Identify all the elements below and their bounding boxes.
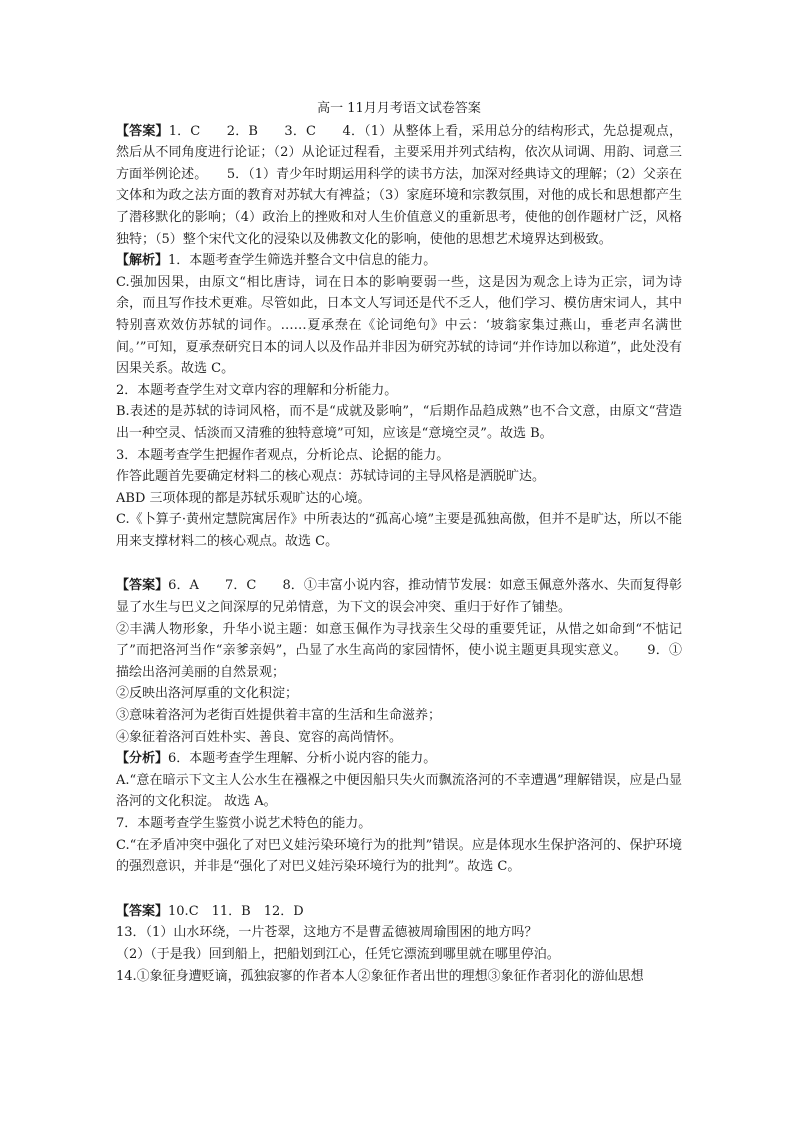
answer-line: ④象征着洛河百姓朴实、善良、宽容的高尚情怀。 (116, 729, 403, 745)
answer-text: 6．A 7．C 8．①丰富小说内容，推动情节发展：如意玉佩意外落水、失而复得彰显了水生与巴义之间深厚的兄弟情意，为下文的误会冲突、重归于好作了铺垫。 (116, 578, 682, 616)
answer-line: 14.①象征身遭贬谪，孤独寂寥的作者本人②象征作者出世的理想③象征作者羽化的游仙思想 (116, 968, 644, 984)
answer-text: 10.C 11．B 12．D (168, 903, 304, 919)
explanation-line: B.表述的是苏轼的诗词风格，而不是“成就及影响”，“后期作品趋成熟”也不合文意，由原文“营造出一种空灵、恬淡而又清雅的独特意境”可知，应该是“意境空灵”。故选 B。 (116, 404, 682, 441)
answer-line: ③意味着洛河为老街百姓提供着丰富的生活和生命滋养； (116, 708, 442, 724)
section-1 (116, 121, 682, 553)
section-3 (116, 901, 682, 987)
analysis-paragraph (116, 748, 682, 770)
answer-tag: 【答案】 (116, 903, 169, 919)
analysis-tag: 【解析】 (116, 253, 169, 269)
answer-document (116, 98, 682, 987)
explanation-line: C.《卜算子·黄州定慧院寓居作》中所表达的“孤高心境”主要是孤独高傲，但并不是旷达，所以不能用来支撑材料二的核心观点。故选 C。 (116, 512, 682, 549)
explanation-line: C.强加因果，由原文“相比唐诗，词在日本的影响要弱一些，这是因为观念上诗为正宗，词为诗余，而且写作技术更难。尽管如此，日本文人写词还是代不乏人，他们学习、模仿唐宋词人，其中特别喜欢效仿苏轼的词作。……夏承焘在《论词绝句》中云：‘坡翁家集过燕山，垂老声名满世间。’”可知，夏承焘研究日本的词人以及作品并非因为研究苏轼的诗词“并作诗加以称道”，此处没有因果关系。故选 C。 (116, 274, 682, 377)
answer-paragraph (116, 901, 682, 923)
answer-text: 1．C 2．B 3．C 4．（1）从整体上看，采用总分的结构形式，先总提观点，然后从不同角度进行论证；（2）从论证过程看，主要采用并列式结构，依次从词调、用韵、词意三方面举例论述。 5．（1）青少年时期运用科学的读书方法，加深对经典诗文的理解；（2）父亲在文体和为政之法方面的教育对苏轼大有裨益；（3）家庭环境和宗教氛围，对他的成长和思想都产生了潜移默化的影响；（4）政治上的挫败和对人生价值意义的重新思考，使他的创作题材广泛，风格独特；（5）整个宋代文化的浸染以及佛教文化的影响，使他的思想艺术境界达到极致。 (116, 123, 682, 247)
explanation-line: ABD 三项体现的都是苏轼乐观旷达的心境。 (116, 490, 371, 506)
analysis-tag: 【分析】 (116, 751, 169, 767)
section-spacer (116, 552, 682, 575)
explanation-line: 2．本题考查学生对文章内容的理解和分析能力。 (116, 382, 398, 398)
analysis-paragraph (116, 250, 682, 272)
answer-paragraph (116, 121, 682, 251)
answer-tag: 【答案】 (116, 123, 169, 139)
analysis-text: 1．本题考查学生筛选并整合文中信息的能力。 (168, 253, 437, 269)
analysis-text: 6．本题考查学生理解、分析小说内容的能力。 (168, 751, 437, 767)
answer-line: ②丰满人物形象，升华小说主题：如意玉佩作为寻找亲生父母的重要凭证，从惜之如命到“不惦记了”而把洛河当作“亲爹亲妈”，凸显了水生高尚的家园情怀，使小说主题更具现实意义。 9．①描绘出洛河美丽的自然景观； (116, 621, 682, 680)
explanation-line: 作答此题首先要确定材料二的核心观点：苏轼诗词的主导风格是洒脱旷达。 (116, 469, 546, 485)
answer-tag: 【答案】 (116, 578, 169, 594)
explanation-line: 3．本题考查学生把握作者观点，分析论点、论据的能力。 (116, 447, 450, 463)
answer-line: 13．（1）山水环绕，一片苍翠，这地方不是曹孟德被周瑜围困的地方吗？ (116, 925, 538, 941)
answer-paragraph (116, 575, 682, 618)
section-2 (116, 575, 682, 877)
page-title: 高一 11月月考语文试卷答案 (317, 101, 481, 116)
explanation-line: 7．本题考查学生鉴赏小说艺术特色的能力。 (116, 816, 372, 831)
explanation-line: C.“在矛盾冲突中强化了对巴义娃污染环境行为的批判”错误。应是体现水生保护洛河的、保护环境的强烈意识，并非是“强化了对巴义娃污染环境行为的批判”。故选 C。 (116, 837, 682, 875)
section-spacer (116, 878, 682, 901)
answer-line: （2）（于是我）回到船上，把船划到江心，任凭它漂流到哪里就在哪里停泊。 (116, 946, 560, 962)
answer-line: ②反映出洛河厚重的文化积淀； (116, 686, 299, 702)
explanation-line: A.“意在暗示下文主人公水生在襁褓之中便因船只失火而飘流洛河的不幸遭遇”理解错误，应是凸显洛河的文化积淀。 故选 A。 (116, 772, 682, 810)
